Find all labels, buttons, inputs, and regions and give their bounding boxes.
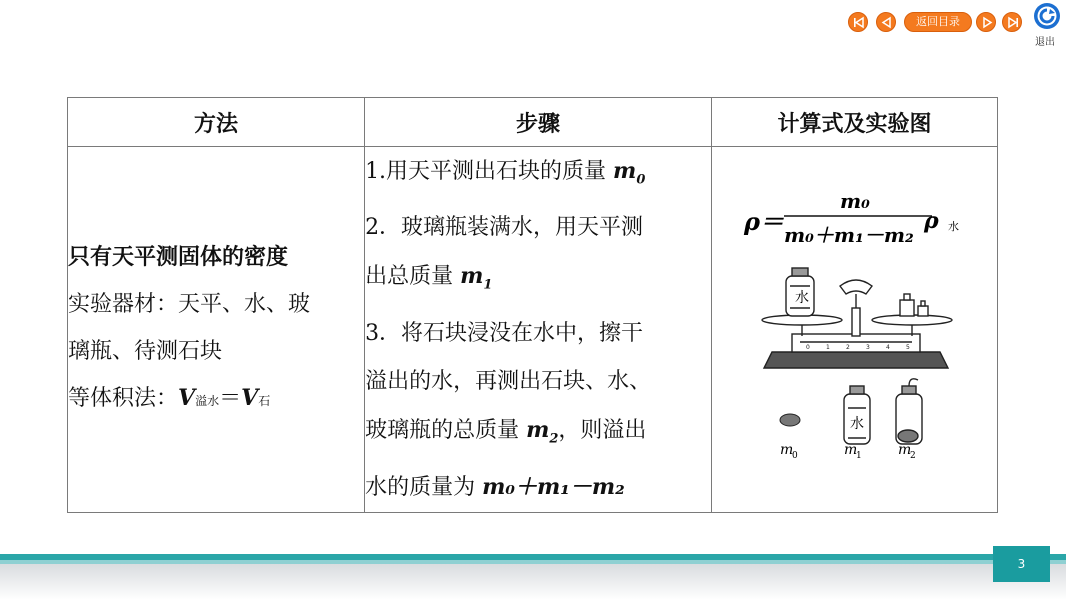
step-3-sub: 2 — [549, 431, 559, 447]
method-equal-volume — [68, 375, 364, 425]
formula-and-figure — [712, 158, 997, 497]
scale-tick: 5 — [905, 344, 910, 352]
last-page-icon[interactable] — [1002, 12, 1022, 32]
bottle-with-stone-icon — [896, 379, 922, 444]
v-stone-sub: 石 — [258, 394, 271, 409]
step-1-var: m — [613, 158, 637, 184]
step-2-var: m — [460, 263, 484, 290]
exit-icon[interactable] — [1033, 2, 1061, 30]
step-3-expression: m₀＋m₁－m₂ — [482, 474, 625, 501]
step-3-line1: 3．将石块浸没在水中，擦干 — [365, 320, 644, 346]
step-2-line1: 2．玻璃瓶装满水，用天平测 — [365, 215, 644, 241]
equal-sign: ＝ — [219, 386, 242, 412]
label-m1-sub: 1 — [855, 451, 862, 462]
scale-tick: 1 — [825, 344, 830, 352]
step-2-text: 出总质量 — [365, 264, 461, 290]
formula-rho-water-sub: 水 — [947, 220, 959, 234]
header-formula: 计算式及实验图 — [711, 98, 997, 147]
method-title: 只有天平测固体的密度 — [68, 245, 289, 271]
v-overflow-sub: 溢水 — [195, 394, 220, 409]
step-3-var: m — [526, 416, 550, 443]
bottle-water-label: 水 — [794, 290, 809, 307]
next-page-icon[interactable] — [976, 12, 996, 32]
step-3-line4 — [365, 463, 711, 512]
method-equipment-line1: 实验器材：天平、水、玻 — [68, 292, 311, 318]
formula-cell — [711, 147, 997, 513]
v-overflow: V — [178, 385, 196, 412]
step-3-line2: 溢出的水，再测出石块、水、 — [365, 368, 652, 394]
formula-rho: ρ＝ — [743, 207, 784, 237]
first-page-icon[interactable] — [848, 12, 868, 32]
page-number: 3 — [993, 546, 1050, 582]
balance-icon — [762, 268, 952, 368]
formula-denominator: m₀＋m₁－m₂ — [783, 223, 914, 248]
bottle2-water-label: 水 — [849, 416, 864, 433]
label-m2-sub: 2 — [909, 451, 916, 462]
footer-shade — [0, 564, 1066, 600]
scale-tick: 0 — [805, 344, 810, 352]
equal-volume-label: 等体积法： — [68, 386, 179, 412]
label-m0: m — [779, 442, 794, 459]
label-m0-sub: 0 — [791, 451, 798, 462]
v-stone: V — [241, 385, 259, 412]
scale-tick: 4 — [885, 344, 890, 352]
step-3-text-tail: ，则溢出 — [558, 417, 647, 443]
step-2-line2 — [365, 252, 711, 309]
method-equipment-line2: 璃瓶、待测石块 — [68, 339, 223, 365]
header-steps: 步骤 — [365, 98, 712, 147]
stone-icon — [780, 414, 800, 426]
exit-label[interactable]: 退出 — [1035, 37, 1055, 48]
formula-numerator: m₀ — [839, 189, 870, 214]
step-3-result-text: 水的质量为 — [365, 475, 483, 501]
header-method: 方法 — [68, 98, 365, 147]
table-row — [68, 147, 998, 513]
steps-cell — [365, 147, 712, 513]
scale-tick: 3 — [865, 344, 870, 352]
step-1 — [365, 147, 711, 204]
label-m1: m — [843, 442, 858, 459]
step-3-line3 — [365, 406, 711, 463]
step-1-sub: 0 — [636, 172, 646, 188]
formula-rho-water: ρ — [923, 208, 939, 235]
step-3-text: 玻璃瓶的总质量 — [365, 417, 527, 443]
scale-tick: 2 — [845, 344, 850, 352]
method-table — [67, 97, 998, 513]
step-1-text: 1.用天平测出石块的质量 — [365, 159, 614, 184]
previous-page-icon[interactable] — [876, 12, 896, 32]
method-cell — [68, 147, 365, 513]
water-bottle-icon — [844, 386, 870, 444]
step-2-sub: 1 — [483, 277, 493, 293]
return-to-contents-button[interactable]: 返回目录 — [904, 12, 972, 32]
table-header-row — [68, 98, 998, 147]
label-m2: m — [897, 442, 912, 459]
